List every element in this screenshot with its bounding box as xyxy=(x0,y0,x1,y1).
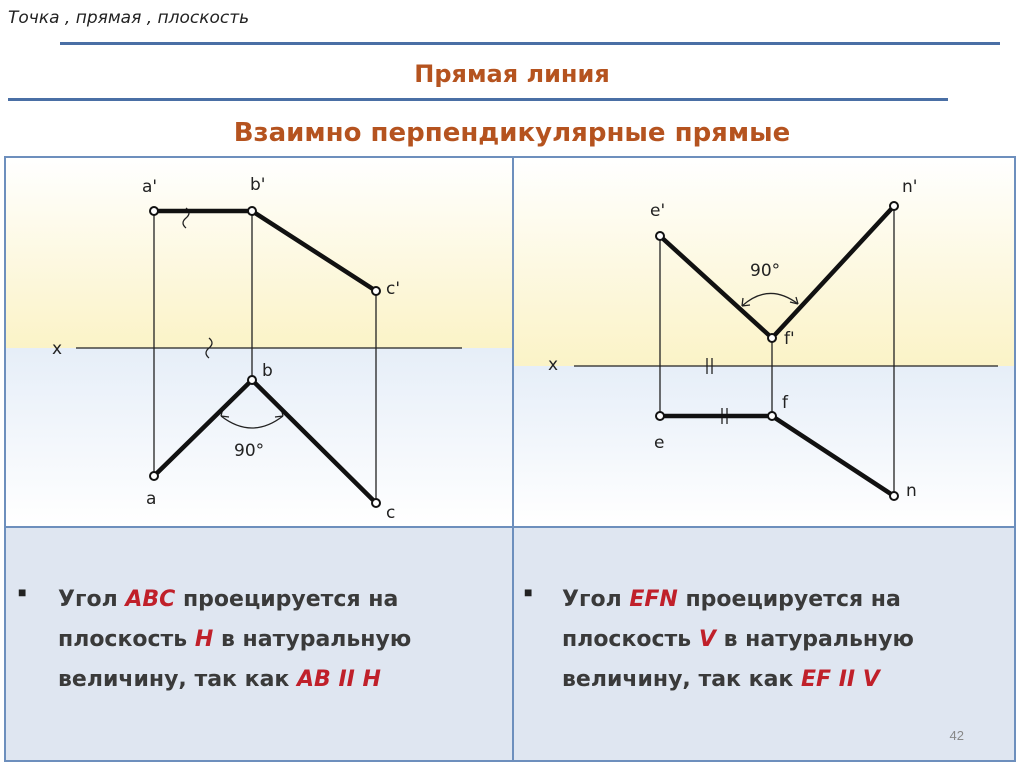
condition-ef-v: EF II V xyxy=(801,667,880,692)
point-e xyxy=(656,412,664,420)
column-divider xyxy=(512,158,514,760)
lower-plane-fill xyxy=(514,366,1014,526)
point-f1 xyxy=(768,334,776,342)
slide-number: 42 xyxy=(949,728,964,743)
point-e1 xyxy=(656,232,664,240)
content-table xyxy=(4,156,1016,762)
left-text-cell xyxy=(6,528,512,760)
point-c1 xyxy=(372,287,380,295)
label-f1: f' xyxy=(784,329,795,349)
label-angle: 90° xyxy=(234,441,265,461)
label-n1: n' xyxy=(902,177,918,197)
label-a: a xyxy=(146,489,157,509)
breadcrumb: Точка , прямая , плоскость xyxy=(8,8,250,28)
label-f: f xyxy=(782,393,788,413)
point-f xyxy=(768,412,776,420)
point-b1 xyxy=(248,207,256,215)
right-text-cell xyxy=(514,528,1014,760)
page-title: Прямая линия xyxy=(414,60,610,88)
bullet-icon: ■ xyxy=(18,584,27,600)
label-x: x xyxy=(52,339,63,359)
bullet-icon: ■ xyxy=(524,584,533,600)
condition-ab-h: AB II H xyxy=(297,667,381,692)
right-statement: Угол EFN проецируется на плоскость V в натуральную величину, так как EF II V xyxy=(562,587,914,692)
point-b xyxy=(248,376,256,384)
label-c1: c' xyxy=(386,279,401,299)
label-b1: b' xyxy=(250,175,266,195)
label-n: n xyxy=(906,481,917,501)
point-a1 xyxy=(150,207,158,215)
label-c: c xyxy=(386,503,396,523)
plane-v: V xyxy=(698,627,716,652)
angle-efn: EFN xyxy=(629,587,678,612)
point-n xyxy=(890,492,898,500)
point-c xyxy=(372,499,380,507)
label-b: b xyxy=(262,361,273,381)
lower-plane-fill xyxy=(6,348,512,526)
label-e: e xyxy=(654,433,665,453)
label-e1: e' xyxy=(650,201,666,221)
right-epure-diagram xyxy=(514,158,1014,526)
point-n1 xyxy=(890,202,898,210)
angle-abc: ABC xyxy=(125,587,176,612)
plane-h: H xyxy=(194,627,214,652)
left-epure-diagram xyxy=(6,158,512,526)
label-a1: a' xyxy=(142,177,158,197)
label-angle: 90° xyxy=(750,261,781,281)
point-a xyxy=(150,472,158,480)
left-statement: Угол ABC проецируется на плоскость H в натуральную величину, так как AB II H xyxy=(58,587,412,692)
title-rule xyxy=(8,98,948,101)
top-rule xyxy=(60,42,1000,45)
label-x: x xyxy=(548,355,559,375)
page-subtitle: Взаимно перпендикулярные прямые xyxy=(233,118,791,148)
